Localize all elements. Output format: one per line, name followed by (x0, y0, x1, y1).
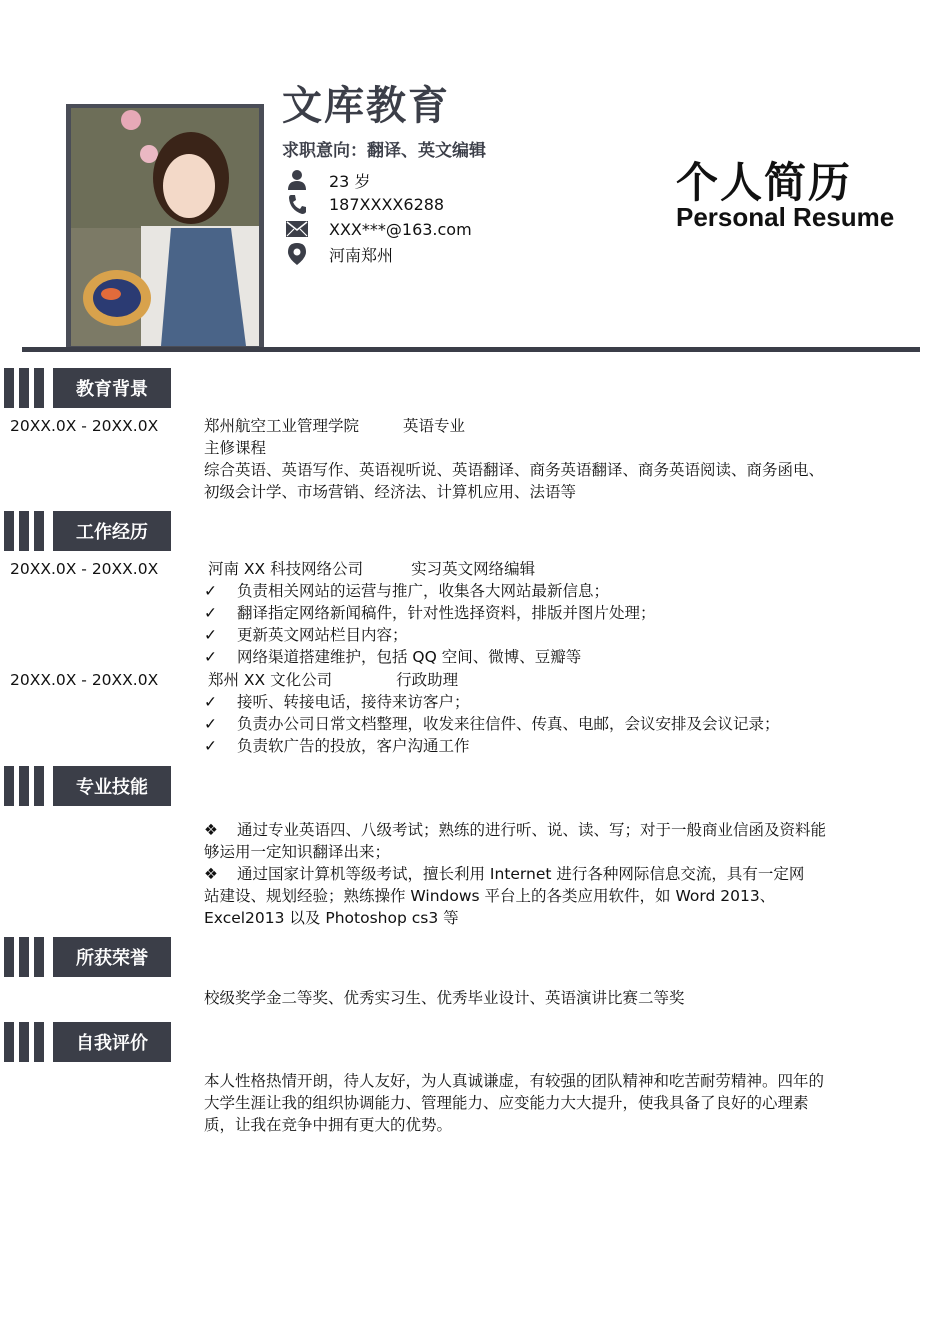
stripe (19, 368, 29, 408)
duty-item: ✓ 负责相关网站的运营与推广，收集各大网站最新信息； (204, 582, 610, 600)
honors-text: 校级奖学金二等奖、优秀实习生、优秀毕业设计、英语演讲比赛二等奖 (204, 989, 685, 1007)
stripe (19, 766, 29, 806)
stripe (4, 511, 14, 551)
job-entry (204, 558, 894, 668)
contact-age (286, 168, 370, 192)
candidate-name: 文库教育 (282, 83, 450, 129)
section-title: 工作经历 (53, 511, 171, 551)
job-date: 20XX.0X - 20XX.0X (10, 671, 159, 689)
major: 英语专业 (403, 417, 466, 435)
section-header-education (4, 368, 171, 408)
check-icon: ✓ (204, 693, 217, 711)
section-header-self-eval (4, 1022, 171, 1062)
duty-item: ✓ 更新英文网站栏目内容； (204, 626, 408, 644)
check-icon: ✓ (204, 737, 217, 755)
self-eval-text: 本人性格热情开朗，待人友好，为人真诚谦虚，有较强的团队精神和吃苦耐劳精神。四年的 大学生涯让我的组织协调能力、管理能力、应变能力大大提升，使我具备了良好的心理素 质，让我在竞争中拥有更大的优势。 (204, 1072, 825, 1134)
stripe (4, 368, 14, 408)
location-text: 河南郑州 (329, 245, 394, 265)
resume-title-cn: 个人简历 (676, 158, 853, 207)
check-icon: ✓ (204, 626, 217, 644)
profile-photo (71, 108, 259, 346)
envelope-icon (286, 218, 308, 240)
stripe (19, 511, 29, 551)
job-intent: 求职意向：翻译、英文编辑 (282, 141, 486, 161)
stripe (34, 511, 44, 551)
job-entry (204, 669, 894, 757)
company-name: 河南 XX 科技网络公司 (208, 560, 364, 578)
stripe (4, 937, 14, 977)
duty-item: ✓ 翻译指定网络新闻稿件，针对性选择资料，排版并图片处理； (204, 604, 656, 622)
section-header-work (4, 511, 171, 551)
job-position: 实习英文网络编辑 (411, 560, 536, 578)
phone-icon (286, 193, 308, 215)
job-position: 行政助理 (396, 671, 459, 689)
contact-phone (286, 192, 444, 216)
school-name: 郑州航空工业管理学院 (204, 417, 360, 435)
person-icon (286, 169, 308, 191)
email-text: XXX***@163.com (329, 219, 472, 239)
check-icon: ✓ (204, 648, 217, 666)
contact-location (286, 242, 393, 266)
section-header-honors (4, 937, 171, 977)
duty-item: ✓ 接听、转接电话，接待来访客户； (204, 693, 470, 711)
stripe (4, 1022, 14, 1062)
courses-label: 主修课程 (204, 439, 267, 457)
section-title: 教育背景 (53, 368, 171, 408)
phone-text: 187XXXX6288 (329, 194, 445, 214)
education-details (204, 415, 894, 503)
duty-item: ✓ 负责办公司日常文档整理，收发来往信件、传真、电邮，会议安排及会议记录； (204, 715, 780, 733)
job-date: 20XX.0X - 20XX.0X (10, 560, 159, 578)
stripe (19, 937, 29, 977)
resume-title-en: Personal Resume (676, 202, 895, 232)
location-pin-icon (286, 243, 308, 265)
courses-line: 初级会计学、市场营销、经济法、计算机应用、法语等 (204, 483, 577, 501)
check-icon: ✓ (204, 604, 217, 622)
courses-line: 综合英语、英语写作、英语视听说、英语翻译、商务英语翻译、商务英语阅读、商务函电、 (204, 461, 825, 479)
duty-item: ✓ 网络渠道搭建维护，包括 QQ 空间、微博、豆瓣等 (204, 648, 582, 666)
company-name: 郑州 XX 文化公司 (208, 671, 333, 689)
section-title: 自我评价 (53, 1022, 171, 1062)
stripe (34, 766, 44, 806)
duty-item: ✓ 负责软广告的投放，客户沟通工作 (204, 737, 470, 755)
skill-item: ❖ 通过国家计算机等级考试，擅长利用 Internet 进行各种网际信息交流，具有一定网 站建设、规划经验；熟练操作 Windows 平台上的各类应用软件，如 Word 2013、 Excel2013 以及 Photoshop cs3 等 (204, 865, 805, 927)
check-icon: ✓ (204, 582, 217, 600)
diamond-bullet-icon: ❖ (204, 865, 218, 883)
header-divider (22, 347, 920, 352)
check-icon: ✓ (204, 715, 217, 733)
stripe (34, 1022, 44, 1062)
section-title: 专业技能 (53, 766, 171, 806)
skills-list (204, 819, 894, 929)
stripe (4, 766, 14, 806)
contact-email (286, 217, 472, 241)
section-title: 所获荣誉 (53, 937, 171, 977)
age-text: 23 岁 (329, 171, 371, 191)
diamond-bullet-icon: ❖ (204, 821, 218, 839)
section-header-skills (4, 766, 171, 806)
stripe (34, 368, 44, 408)
stripe (34, 937, 44, 977)
skill-item: ❖ 通过专业英语四、八级考试；熟练的进行听、说、读、写；对于一般商业信函及资料能 够运用一定知识翻译出来； (204, 821, 827, 861)
education-date: 20XX.0X - 20XX.0X (10, 417, 159, 435)
stripe (19, 1022, 29, 1062)
